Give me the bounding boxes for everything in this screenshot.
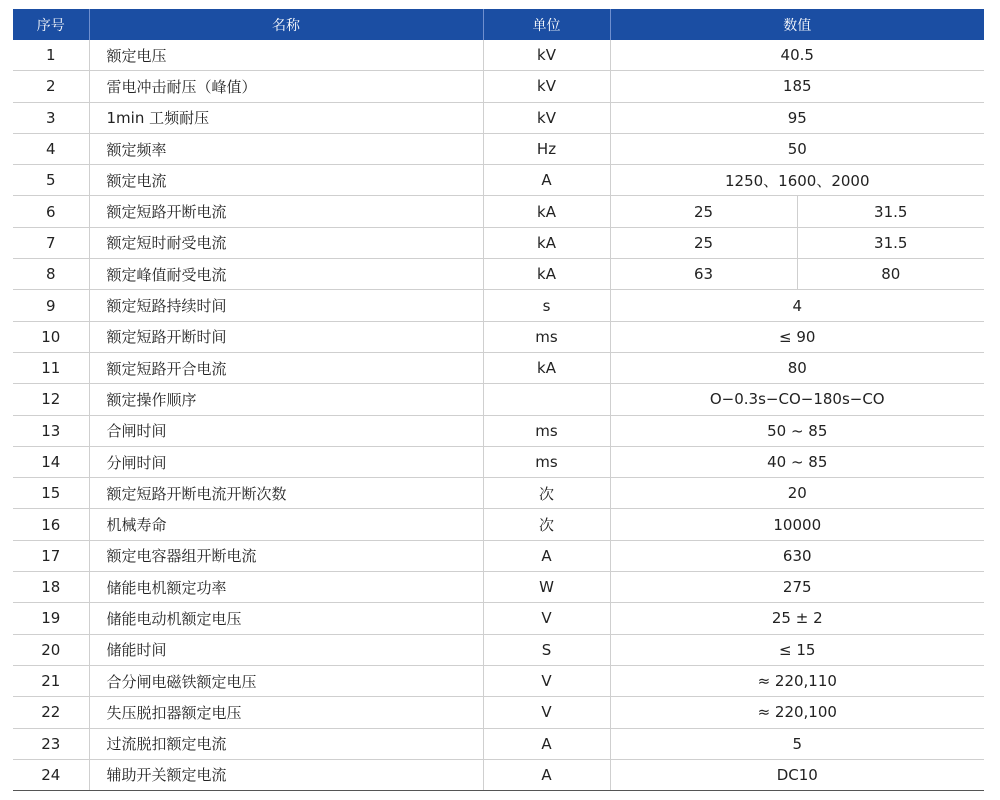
row-index-cell: 6 bbox=[13, 196, 89, 227]
table-row bbox=[13, 634, 984, 665]
row-name-cell: 合分闸电磁铁额定电压 bbox=[89, 665, 483, 696]
row-index-cell: 15 bbox=[13, 478, 89, 509]
row-unit-cell bbox=[483, 384, 610, 415]
row-index-cell: 14 bbox=[13, 446, 89, 477]
row-index-cell: 1 bbox=[13, 40, 89, 71]
table-row bbox=[13, 446, 984, 477]
table-row bbox=[13, 352, 984, 383]
row-value-cell: DC10 bbox=[610, 759, 984, 790]
row-index-cell: 5 bbox=[13, 165, 89, 196]
row-unit-cell: s bbox=[483, 290, 610, 321]
row-value-cell: 25 bbox=[610, 227, 797, 258]
row-value-cell: 20 bbox=[610, 478, 984, 509]
row-value2-cell: 80 bbox=[797, 259, 984, 290]
row-value-cell: 275 bbox=[610, 572, 984, 603]
row-name-cell: 额定短路开合电流 bbox=[89, 352, 483, 383]
row-index-cell: 11 bbox=[13, 352, 89, 383]
row-unit-cell: ms bbox=[483, 415, 610, 446]
row-name-cell: 储能时间 bbox=[89, 634, 483, 665]
row-name-cell: 额定短路开断电流 bbox=[89, 196, 483, 227]
table-row bbox=[13, 102, 984, 133]
row-unit-cell: 次 bbox=[483, 478, 610, 509]
row-index-cell: 13 bbox=[13, 415, 89, 446]
spec-table bbox=[13, 9, 984, 791]
table-row bbox=[13, 71, 984, 102]
header-unit: 单位 bbox=[483, 9, 610, 40]
row-name-cell: 储能电动机额定电压 bbox=[89, 603, 483, 634]
row-unit-cell: A bbox=[483, 165, 610, 196]
row-value-cell: ≤ 90 bbox=[610, 321, 984, 352]
row-index-cell: 9 bbox=[13, 290, 89, 321]
row-name-cell: 失压脱扣器额定电压 bbox=[89, 697, 483, 728]
header-value: 数值 bbox=[610, 9, 984, 40]
row-name-cell: 额定频率 bbox=[89, 133, 483, 164]
table-row bbox=[13, 478, 984, 509]
table-body bbox=[13, 40, 984, 791]
row-index-cell: 12 bbox=[13, 384, 89, 415]
row-index-cell: 3 bbox=[13, 102, 89, 133]
row-name-cell: 过流脱扣额定电流 bbox=[89, 728, 483, 759]
row-name-cell: 储能电机额定功率 bbox=[89, 572, 483, 603]
row-unit-cell: Hz bbox=[483, 133, 610, 164]
row-value-cell: 630 bbox=[610, 540, 984, 571]
row-name-cell: 雷电冲击耐压（峰值） bbox=[89, 71, 483, 102]
row-index-cell: 17 bbox=[13, 540, 89, 571]
row-value2-cell: 31.5 bbox=[797, 196, 984, 227]
row-unit-cell: kV bbox=[483, 71, 610, 102]
row-name-cell: 额定操作顺序 bbox=[89, 384, 483, 415]
row-value-cell: ≤ 15 bbox=[610, 634, 984, 665]
row-value-cell: O−0.3s−CO−180s−CO bbox=[610, 384, 984, 415]
row-name-cell: 合闸时间 bbox=[89, 415, 483, 446]
row-value-cell: 95 bbox=[610, 102, 984, 133]
row-name-cell: 机械寿命 bbox=[89, 509, 483, 540]
row-index-cell: 19 bbox=[13, 603, 89, 634]
table-row bbox=[13, 133, 984, 164]
row-name-cell: 辅助开关额定电流 bbox=[89, 759, 483, 790]
row-unit-cell: kV bbox=[483, 40, 610, 71]
row-index-cell: 23 bbox=[13, 728, 89, 759]
row-index-cell: 7 bbox=[13, 227, 89, 258]
row-name-cell: 额定短时耐受电流 bbox=[89, 227, 483, 258]
row-value-cell: 25 bbox=[610, 196, 797, 227]
row-value-cell: 50 ~ 85 bbox=[610, 415, 984, 446]
row-index-cell: 22 bbox=[13, 697, 89, 728]
row-value-cell: 185 bbox=[610, 71, 984, 102]
row-name-cell: 额定短路开断电流开断次数 bbox=[89, 478, 483, 509]
table-row bbox=[13, 415, 984, 446]
row-name-cell: 额定电压 bbox=[89, 40, 483, 71]
row-unit-cell: kA bbox=[483, 227, 610, 258]
table-row bbox=[13, 227, 984, 258]
row-unit-cell: W bbox=[483, 572, 610, 603]
table-row bbox=[13, 759, 984, 790]
row-value-cell: 40 ~ 85 bbox=[610, 446, 984, 477]
row-unit-cell: S bbox=[483, 634, 610, 665]
table-row bbox=[13, 384, 984, 415]
row-value-cell: 25 ± 2 bbox=[610, 603, 984, 634]
table-row bbox=[13, 509, 984, 540]
row-index-cell: 16 bbox=[13, 509, 89, 540]
table-row bbox=[13, 728, 984, 759]
table-row bbox=[13, 603, 984, 634]
table-row bbox=[13, 665, 984, 696]
row-value-cell: 80 bbox=[610, 352, 984, 383]
table-row bbox=[13, 165, 984, 196]
table-row bbox=[13, 321, 984, 352]
row-value-cell: 50 bbox=[610, 133, 984, 164]
table-row bbox=[13, 572, 984, 603]
row-unit-cell: kV bbox=[483, 102, 610, 133]
row-index-cell: 4 bbox=[13, 133, 89, 164]
table-row bbox=[13, 196, 984, 227]
row-name-cell: 额定电流 bbox=[89, 165, 483, 196]
row-value-cell: 40.5 bbox=[610, 40, 984, 71]
header-row bbox=[13, 9, 984, 40]
row-index-cell: 20 bbox=[13, 634, 89, 665]
row-index-cell: 10 bbox=[13, 321, 89, 352]
row-value-cell: 63 bbox=[610, 259, 797, 290]
table-row bbox=[13, 540, 984, 571]
row-name-cell: 额定电容器组开断电流 bbox=[89, 540, 483, 571]
row-unit-cell: kA bbox=[483, 352, 610, 383]
table-row bbox=[13, 697, 984, 728]
row-unit-cell: A bbox=[483, 759, 610, 790]
row-value-cell: 5 bbox=[610, 728, 984, 759]
row-index-cell: 8 bbox=[13, 259, 89, 290]
table-header bbox=[13, 9, 984, 40]
row-value-cell: 1250、1600、2000 bbox=[610, 165, 984, 196]
row-index-cell: 2 bbox=[13, 71, 89, 102]
row-value-cell: ≈ 220,100 bbox=[610, 697, 984, 728]
row-unit-cell: ms bbox=[483, 321, 610, 352]
row-value-cell: 10000 bbox=[610, 509, 984, 540]
row-unit-cell: ms bbox=[483, 446, 610, 477]
row-unit-cell: kA bbox=[483, 196, 610, 227]
table-row bbox=[13, 40, 984, 71]
row-value-cell: ≈ 220,110 bbox=[610, 665, 984, 696]
table-row bbox=[13, 259, 984, 290]
row-index-cell: 24 bbox=[13, 759, 89, 790]
row-unit-cell: 次 bbox=[483, 509, 610, 540]
row-unit-cell: V bbox=[483, 697, 610, 728]
row-name-cell: 额定峰值耐受电流 bbox=[89, 259, 483, 290]
row-value2-cell: 31.5 bbox=[797, 227, 984, 258]
row-value-cell: 4 bbox=[610, 290, 984, 321]
row-unit-cell: A bbox=[483, 540, 610, 571]
header-name: 名称 bbox=[89, 9, 483, 40]
header-index: 序号 bbox=[13, 9, 89, 40]
row-unit-cell: A bbox=[483, 728, 610, 759]
row-unit-cell: V bbox=[483, 603, 610, 634]
row-name-cell: 1min 工频耐压 bbox=[89, 102, 483, 133]
table-row bbox=[13, 290, 984, 321]
row-unit-cell: kA bbox=[483, 259, 610, 290]
row-index-cell: 21 bbox=[13, 665, 89, 696]
row-name-cell: 额定短路开断时间 bbox=[89, 321, 483, 352]
row-name-cell: 额定短路持续时间 bbox=[89, 290, 483, 321]
row-name-cell: 分闸时间 bbox=[89, 446, 483, 477]
row-index-cell: 18 bbox=[13, 572, 89, 603]
row-unit-cell: V bbox=[483, 665, 610, 696]
